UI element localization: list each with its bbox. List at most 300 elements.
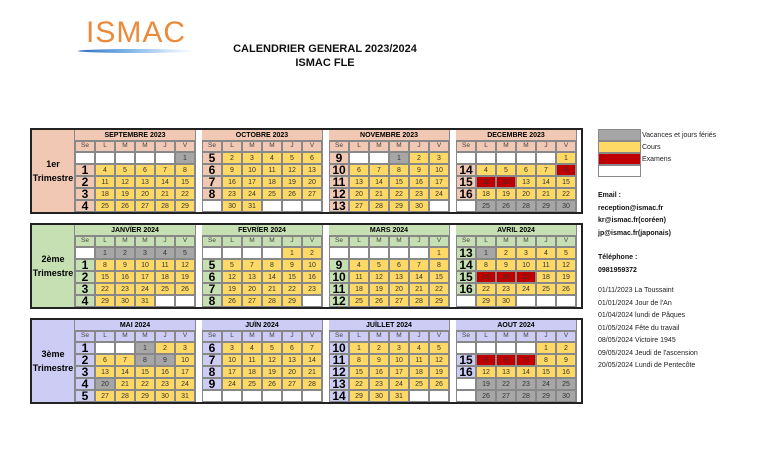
legend-item bbox=[598, 165, 716, 177]
week-number: 11 bbox=[329, 354, 349, 366]
day-cell: 7 bbox=[369, 164, 389, 176]
day-cell: 12 bbox=[476, 366, 496, 378]
day-cell: 21 bbox=[115, 378, 135, 390]
day-cell: 24 bbox=[242, 188, 262, 200]
month-title: AVRIL 2024 bbox=[456, 225, 576, 236]
day-cell: 13 bbox=[349, 176, 369, 188]
day-cell: 15 bbox=[389, 176, 409, 188]
day-cell: 13 bbox=[242, 271, 262, 283]
week-number: 8 bbox=[202, 295, 222, 307]
day-cell: 5 bbox=[222, 259, 242, 271]
day-cell: 8 bbox=[135, 354, 155, 366]
day-cell: 14 bbox=[369, 176, 389, 188]
day-name-header: Se bbox=[202, 331, 222, 342]
day-name-header: Se bbox=[456, 141, 476, 152]
day-cell: 23 bbox=[222, 188, 242, 200]
day-cell: 17 bbox=[175, 366, 195, 378]
day-name-header: M bbox=[496, 141, 516, 152]
week-number: 11 bbox=[329, 176, 349, 188]
day-cell: 12 bbox=[369, 271, 389, 283]
legend bbox=[598, 129, 716, 177]
day-name-header: Se bbox=[456, 236, 476, 247]
day-cell: 12 bbox=[496, 176, 516, 188]
day-name-header: J bbox=[536, 236, 556, 247]
month-title: JUÏN 2024 bbox=[202, 320, 322, 331]
day-cell: 20 bbox=[349, 188, 369, 200]
day-cell: 11 bbox=[409, 354, 429, 366]
day-cell: 30 bbox=[369, 390, 389, 402]
day-cell: 17 bbox=[389, 366, 409, 378]
day-cell: 7 bbox=[516, 354, 536, 366]
day-cell: 23 bbox=[302, 283, 322, 295]
day-cell: 9 bbox=[115, 259, 135, 271]
day-name-header: M bbox=[115, 331, 135, 342]
week-number: 15 bbox=[456, 176, 476, 188]
week-number bbox=[75, 247, 95, 259]
holiday-item: 20/05/2024 Lundi de Pentecôte bbox=[598, 362, 696, 369]
day-cell: 15 bbox=[349, 366, 369, 378]
holiday-item: 08/05/2024 Victoire 1945 bbox=[598, 337, 676, 344]
month-table bbox=[75, 225, 196, 307]
months-row bbox=[75, 225, 577, 307]
day-cell: 18 bbox=[155, 271, 175, 283]
day-cell bbox=[349, 152, 369, 164]
week-number: 7 bbox=[202, 283, 222, 295]
day-cell: 19 bbox=[556, 271, 576, 283]
week-number: 5 bbox=[202, 152, 222, 164]
day-cell: 3 bbox=[175, 342, 195, 354]
day-cell: 22 bbox=[556, 188, 576, 200]
day-cell bbox=[175, 295, 195, 307]
day-cell: 25 bbox=[476, 200, 496, 212]
day-name-header: V bbox=[429, 141, 449, 152]
day-cell: 2 bbox=[409, 152, 429, 164]
day-cell: 20 bbox=[389, 283, 409, 295]
day-cell: 14 bbox=[262, 271, 282, 283]
month-table bbox=[329, 320, 450, 402]
month-title: JANVÏER 2024 bbox=[75, 225, 195, 236]
day-name-header: M bbox=[389, 236, 409, 247]
title-line-1: CALENDRIER GENERAL 2023/2024 bbox=[233, 43, 417, 55]
week-number: 3 bbox=[75, 188, 95, 200]
day-cell: 28 bbox=[516, 200, 536, 212]
day-cell: 2 bbox=[369, 342, 389, 354]
day-cell: 3 bbox=[516, 247, 536, 259]
day-cell: 26 bbox=[175, 283, 195, 295]
week-number: 14 bbox=[329, 390, 349, 402]
day-name-header: V bbox=[302, 141, 322, 152]
day-cell: 7 bbox=[409, 259, 429, 271]
day-cell: 31 bbox=[389, 390, 409, 402]
day-name-header: M bbox=[242, 331, 262, 342]
ismac-logo bbox=[78, 16, 198, 52]
day-cell: 17 bbox=[135, 271, 155, 283]
month-table bbox=[456, 130, 577, 212]
day-cell: 13 bbox=[302, 164, 322, 176]
day-cell: 4 bbox=[155, 247, 175, 259]
holiday-list bbox=[598, 285, 698, 373]
week-number: 12 bbox=[329, 188, 349, 200]
day-cell: 31 bbox=[135, 295, 155, 307]
day-cell: 17 bbox=[429, 176, 449, 188]
day-cell: 16 bbox=[115, 271, 135, 283]
day-cell: 3 bbox=[389, 342, 409, 354]
day-cell: 27 bbox=[95, 390, 115, 402]
day-name-header: M bbox=[516, 331, 536, 342]
legend-label: Vacances et jours fériés bbox=[642, 131, 717, 139]
day-cell: 25 bbox=[409, 378, 429, 390]
month-table bbox=[202, 130, 323, 212]
email-label: Email : bbox=[598, 192, 621, 199]
day-cell: 25 bbox=[95, 200, 115, 212]
day-name-header: V bbox=[556, 236, 576, 247]
day-cell: 23 bbox=[496, 283, 516, 295]
day-name-header: L bbox=[222, 141, 242, 152]
day-cell: 22 bbox=[95, 283, 115, 295]
week-number: 2 bbox=[75, 176, 95, 188]
day-cell bbox=[262, 200, 282, 212]
day-cell: 26 bbox=[369, 295, 389, 307]
day-cell: 14 bbox=[302, 354, 322, 366]
day-cell: 20 bbox=[282, 366, 302, 378]
day-cell: 28 bbox=[516, 390, 536, 402]
day-cell: 27 bbox=[135, 200, 155, 212]
day-cell: 4 bbox=[95, 164, 115, 176]
day-cell: 20 bbox=[516, 188, 536, 200]
day-cell: 10 bbox=[302, 259, 322, 271]
day-cell: 1 bbox=[429, 247, 449, 259]
day-name-header: Se bbox=[329, 236, 349, 247]
month-title: DECEMBRE 2023 bbox=[456, 130, 576, 141]
day-cell: 26 bbox=[282, 188, 302, 200]
day-cell: 18 bbox=[476, 188, 496, 200]
week-number: 3 bbox=[75, 283, 95, 295]
month-table bbox=[456, 225, 577, 307]
day-cell: 1 bbox=[135, 342, 155, 354]
day-cell bbox=[496, 342, 516, 354]
day-cell: 11 bbox=[242, 354, 262, 366]
day-cell: 18 bbox=[349, 283, 369, 295]
day-cell: 20 bbox=[135, 188, 155, 200]
day-name-header: V bbox=[556, 331, 576, 342]
day-cell: 16 bbox=[496, 271, 516, 283]
day-cell: 9 bbox=[496, 259, 516, 271]
week-number: 16 bbox=[456, 366, 476, 378]
legend-swatch bbox=[598, 153, 641, 165]
email-reception[interactable]: reception@ismac.fr bbox=[598, 204, 664, 212]
day-cell: 11 bbox=[155, 259, 175, 271]
day-cell: 8 bbox=[389, 164, 409, 176]
week-number: 12 bbox=[329, 295, 349, 307]
day-cell: 9 bbox=[556, 354, 576, 366]
day-cell bbox=[516, 342, 536, 354]
day-cell: 26 bbox=[496, 200, 516, 212]
day-cell: 2 bbox=[556, 342, 576, 354]
day-cell: 18 bbox=[536, 271, 556, 283]
day-cell: 11 bbox=[349, 271, 369, 283]
day-cell: 4 bbox=[242, 342, 262, 354]
day-cell: 6 bbox=[302, 152, 322, 164]
day-cell: 16 bbox=[409, 176, 429, 188]
day-cell: 10 bbox=[516, 259, 536, 271]
day-cell: 31 bbox=[242, 200, 262, 212]
holiday-item: 01/01/2024 Jour de l'An bbox=[598, 299, 672, 307]
day-name-header: V bbox=[175, 236, 195, 247]
week-number: 7 bbox=[202, 354, 222, 366]
day-cell: 27 bbox=[242, 295, 262, 307]
day-cell: 15 bbox=[476, 271, 496, 283]
day-cell bbox=[262, 390, 282, 402]
day-cell: 2 bbox=[496, 247, 516, 259]
day-cell: 19 bbox=[369, 283, 389, 295]
legend-item bbox=[598, 129, 716, 141]
day-name-header: L bbox=[95, 331, 115, 342]
month-title: NOVEMBRE 2023 bbox=[329, 130, 449, 141]
day-cell: 27 bbox=[282, 378, 302, 390]
day-cell: 28 bbox=[262, 295, 282, 307]
day-cell: 19 bbox=[429, 366, 449, 378]
day-cell: 15 bbox=[429, 271, 449, 283]
week-number bbox=[202, 247, 222, 259]
day-cell: 6 bbox=[496, 354, 516, 366]
day-name-header: V bbox=[302, 331, 322, 342]
day-cell: 27 bbox=[349, 200, 369, 212]
day-cell: 12 bbox=[175, 259, 195, 271]
day-cell: 13 bbox=[496, 366, 516, 378]
trimester-block bbox=[30, 318, 583, 404]
week-number: 15 bbox=[456, 354, 476, 366]
day-cell: 10 bbox=[429, 164, 449, 176]
trimester-label: 2ème Trimestre bbox=[32, 225, 75, 307]
day-cell: 2 bbox=[155, 342, 175, 354]
day-name-header: Se bbox=[329, 331, 349, 342]
day-name-header: V bbox=[302, 236, 322, 247]
day-cell: 29 bbox=[95, 295, 115, 307]
day-name-header: L bbox=[476, 141, 496, 152]
week-number: 9 bbox=[329, 259, 349, 271]
day-cell: 1 bbox=[536, 342, 556, 354]
legend-swatch bbox=[598, 129, 641, 141]
week-number: 9 bbox=[202, 378, 222, 390]
day-cell bbox=[429, 200, 449, 212]
week-number bbox=[456, 295, 476, 307]
day-cell: 8 bbox=[556, 164, 576, 176]
day-cell: 5 bbox=[556, 247, 576, 259]
day-cell: 24 bbox=[429, 188, 449, 200]
day-cell: 1 bbox=[556, 152, 576, 164]
day-cell: 29 bbox=[476, 295, 496, 307]
day-name-header: M bbox=[516, 236, 536, 247]
day-cell: 13 bbox=[95, 366, 115, 378]
day-name-header: J bbox=[282, 141, 302, 152]
day-name-header: J bbox=[536, 331, 556, 342]
day-cell: 4 bbox=[262, 152, 282, 164]
week-number bbox=[456, 390, 476, 402]
day-cell bbox=[282, 200, 302, 212]
day-cell: 29 bbox=[135, 390, 155, 402]
title-line-2: ISMAC FLE bbox=[295, 57, 355, 69]
day-cell: 24 bbox=[175, 378, 195, 390]
day-cell: 26 bbox=[262, 378, 282, 390]
day-name-header: J bbox=[536, 141, 556, 152]
month-table bbox=[202, 320, 323, 402]
day-cell: 31 bbox=[175, 390, 195, 402]
day-cell bbox=[536, 295, 556, 307]
day-name-header: V bbox=[175, 141, 195, 152]
day-name-header: Se bbox=[75, 331, 95, 342]
day-cell: 22 bbox=[175, 188, 195, 200]
day-cell: 30 bbox=[155, 390, 175, 402]
week-number: 4 bbox=[75, 295, 95, 307]
day-cell: 20 bbox=[242, 283, 262, 295]
week-number: 4 bbox=[75, 378, 95, 390]
day-cell: 8 bbox=[349, 354, 369, 366]
email-kr[interactable]: kr@ismac.fr(coréen) bbox=[598, 217, 666, 224]
week-number: 8 bbox=[202, 366, 222, 378]
trimester-block bbox=[30, 223, 583, 309]
week-number: 6 bbox=[202, 271, 222, 283]
day-cell: 19 bbox=[282, 176, 302, 188]
day-cell: 25 bbox=[556, 378, 576, 390]
email-jp[interactable]: jp@ismac.fr(japonais) bbox=[598, 229, 671, 237]
day-cell: 12 bbox=[429, 354, 449, 366]
day-cell: 5 bbox=[282, 152, 302, 164]
day-cell: 23 bbox=[516, 378, 536, 390]
day-cell: 14 bbox=[115, 366, 135, 378]
day-cell bbox=[115, 152, 135, 164]
day-cell: 10 bbox=[175, 354, 195, 366]
day-cell: 13 bbox=[135, 176, 155, 188]
day-cell: 6 bbox=[389, 259, 409, 271]
day-name-header: Se bbox=[202, 141, 222, 152]
day-cell: 29 bbox=[282, 295, 302, 307]
day-cell: 2 bbox=[302, 247, 322, 259]
day-cell bbox=[302, 295, 322, 307]
day-cell: 5 bbox=[496, 164, 516, 176]
day-cell: 5 bbox=[115, 164, 135, 176]
day-cell: 13 bbox=[389, 271, 409, 283]
day-cell: 20 bbox=[95, 378, 115, 390]
day-cell: 23 bbox=[369, 378, 389, 390]
week-number: 6 bbox=[202, 342, 222, 354]
day-name-header: M bbox=[496, 331, 516, 342]
day-name-header: M bbox=[242, 141, 262, 152]
day-cell: 25 bbox=[349, 295, 369, 307]
week-number: 12 bbox=[329, 366, 349, 378]
day-cell: 22 bbox=[389, 188, 409, 200]
week-number: 10 bbox=[329, 271, 349, 283]
day-cell bbox=[115, 342, 135, 354]
day-cell: 1 bbox=[175, 152, 195, 164]
week-number: 15 bbox=[456, 271, 476, 283]
day-cell: 24 bbox=[536, 378, 556, 390]
day-cell: 5 bbox=[369, 259, 389, 271]
week-number: 13 bbox=[329, 200, 349, 212]
day-cell: 11 bbox=[536, 259, 556, 271]
day-name-header: L bbox=[222, 331, 242, 342]
day-cell: 16 bbox=[222, 176, 242, 188]
day-name-header: Se bbox=[329, 141, 349, 152]
holiday-item: 01/11/2023 La Toussaint bbox=[598, 287, 674, 294]
month-title: AOUT 2024 bbox=[456, 320, 576, 331]
day-cell: 23 bbox=[155, 378, 175, 390]
day-cell: 25 bbox=[242, 378, 262, 390]
day-cell: 7 bbox=[155, 164, 175, 176]
day-cell bbox=[242, 247, 262, 259]
day-cell: 29 bbox=[349, 390, 369, 402]
week-number bbox=[202, 200, 222, 212]
week-number bbox=[456, 378, 476, 390]
day-cell bbox=[222, 247, 242, 259]
week-number: 9 bbox=[329, 152, 349, 164]
phone-number: 0981959372 bbox=[598, 266, 637, 274]
day-cell: 12 bbox=[262, 354, 282, 366]
week-number: 8 bbox=[202, 188, 222, 200]
day-cell bbox=[476, 152, 496, 164]
day-cell: 24 bbox=[516, 283, 536, 295]
day-cell: 5 bbox=[262, 342, 282, 354]
day-name-header: V bbox=[429, 236, 449, 247]
day-name-header: J bbox=[282, 236, 302, 247]
day-cell: 4 bbox=[476, 164, 496, 176]
day-cell bbox=[155, 152, 175, 164]
day-cell bbox=[135, 152, 155, 164]
trimester-label: 1er Trimestre bbox=[32, 130, 75, 212]
day-cell: 28 bbox=[155, 200, 175, 212]
day-cell: 26 bbox=[115, 200, 135, 212]
day-cell: 22 bbox=[476, 283, 496, 295]
legend-item bbox=[598, 141, 716, 153]
day-cell: 21 bbox=[536, 188, 556, 200]
day-cell: 14 bbox=[516, 366, 536, 378]
week-number bbox=[329, 247, 349, 259]
holiday-item: 09/05/2024 Jeudi de l'ascension bbox=[598, 349, 698, 357]
day-cell: 29 bbox=[536, 200, 556, 212]
day-cell: 2 bbox=[222, 152, 242, 164]
day-name-header: J bbox=[409, 236, 429, 247]
day-cell: 13 bbox=[516, 176, 536, 188]
week-number: 1 bbox=[75, 259, 95, 271]
day-name-header: M bbox=[135, 141, 155, 152]
day-cell: 6 bbox=[95, 354, 115, 366]
day-cell: 23 bbox=[409, 188, 429, 200]
day-cell: 6 bbox=[516, 164, 536, 176]
legend-swatch bbox=[598, 141, 641, 153]
day-cell: 1 bbox=[95, 247, 115, 259]
day-cell: 8 bbox=[95, 259, 115, 271]
day-cell: 21 bbox=[155, 188, 175, 200]
day-name-header: M bbox=[389, 331, 409, 342]
day-cell: 15 bbox=[95, 271, 115, 283]
contact-info bbox=[598, 190, 671, 277]
day-cell: 21 bbox=[369, 188, 389, 200]
day-cell: 8 bbox=[429, 259, 449, 271]
day-cell bbox=[536, 152, 556, 164]
day-name-header: V bbox=[556, 141, 576, 152]
day-cell: 27 bbox=[302, 188, 322, 200]
week-number: 11 bbox=[329, 283, 349, 295]
day-name-header: M bbox=[135, 236, 155, 247]
day-name-header: M bbox=[516, 141, 536, 152]
day-cell: 28 bbox=[115, 390, 135, 402]
week-number: 6 bbox=[202, 164, 222, 176]
month-table bbox=[75, 130, 196, 212]
legend-item bbox=[598, 153, 716, 165]
day-cell bbox=[222, 390, 242, 402]
day-cell: 14 bbox=[536, 176, 556, 188]
day-cell: 30 bbox=[222, 200, 242, 212]
day-cell: 21 bbox=[302, 366, 322, 378]
